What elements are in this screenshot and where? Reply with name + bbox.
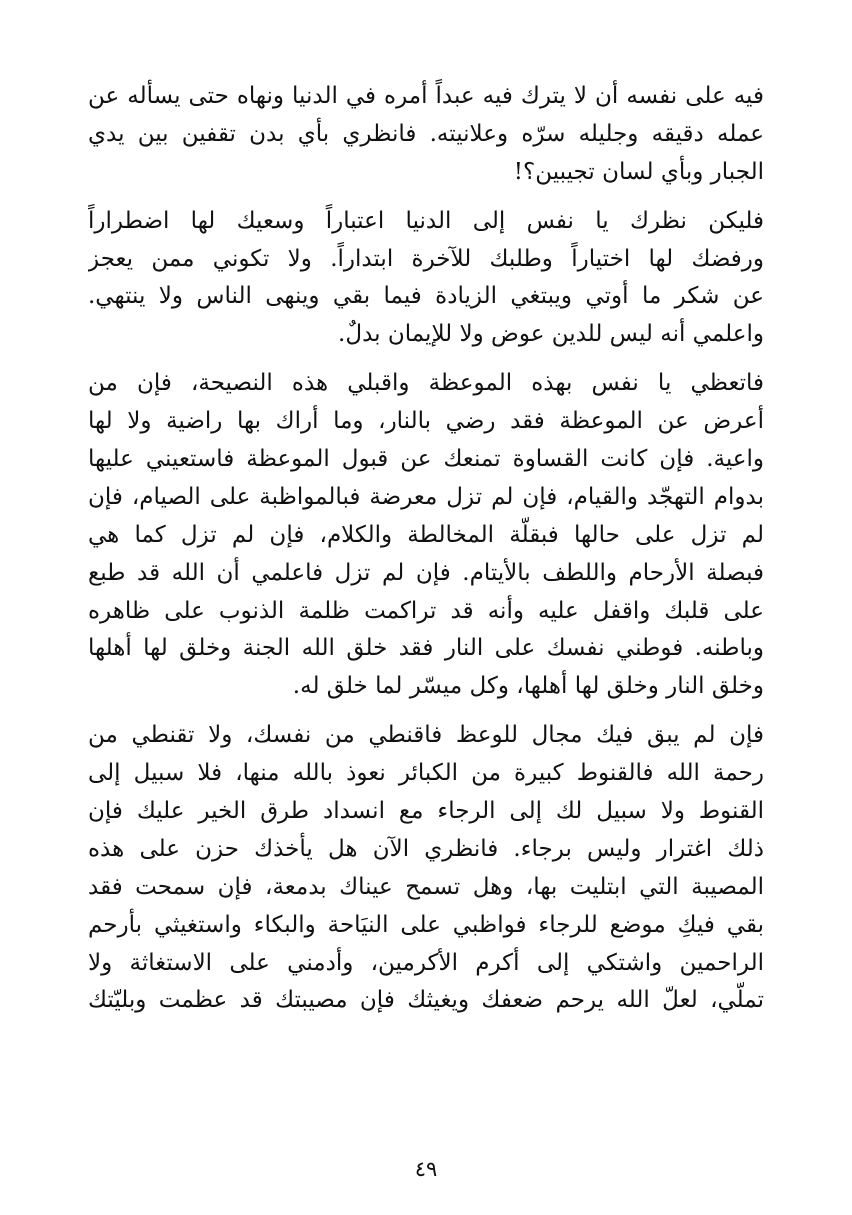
text-line: فإن لم يبق فيك مجال للوعظ فاقنطي من نفسك، ولا تقنطي من: [88, 722, 764, 749]
text-line: فليكن نظرك يا نفس إلى الدنيا اعتباراً وسعيك لها اضطراراً: [88, 207, 764, 234]
text-line: وباطنه. فوطني نفسك على النار فقد خلق الله الجنة وخلق لها أهلها: [88, 635, 764, 662]
text-line: وخلق النار وخلق لها أهلها، وكل ميسّر لما خلق له.: [292, 673, 764, 700]
paragraph: [88, 203, 764, 355]
paragraph: [88, 365, 764, 706]
text-line: فيه على نفسه أن لا يترك فيه عبداً أمره في الدنيا ونهاه حتى يسأله عن: [88, 83, 764, 109]
text-line: عن شكر ما أوتي ويبتغي الزيادة فيما بقي وينهى الناس ولا ينتهي.: [88, 283, 764, 310]
text-line: واعلمي أنه ليس للدين عوض ولا للإيمان بدلٌ.: [338, 321, 764, 348]
text-line: واعية. فإن كانت القساوة تمنعك عن قبول الموعظة فاستعيني عليها: [88, 446, 764, 473]
text-line: ورفضك لها اختياراً وطلبك للآخرة ابتداراً. ولا تكوني ممن يعجز: [88, 245, 764, 272]
text-line: رحمة الله فالقنوط كبيرة من الكبائر نعوذ بالله منها، فلا سبيل إلى: [88, 760, 764, 787]
body-text: [88, 78, 764, 1020]
paragraph-gap: [88, 354, 764, 365]
paragraph-gap: [88, 706, 764, 717]
text-line: الراحمين واشتكي إلى أكرم الأكرمين، وأدمني على الاستغاثة ولا: [88, 949, 764, 976]
text-line: القنوط ولا سبيل لك إلى الرجاء مع انسداد طرق الخير عليك فإن: [88, 798, 764, 825]
text-line: لم تزل على حالها فبقلّة المخالطة والكلام، فإن لم تزل كما هي: [88, 521, 764, 548]
text-line: عمله دقيقه وجليله سرّه وعلانيته. فانظري بأي بدن تقفين بين يدي: [88, 120, 764, 147]
paragraph-gap: [88, 192, 764, 203]
text-line: المصيبة التي ابتليت بها، وهل تسمح عيناك بدمعة، فإن سمحت فقد: [88, 873, 764, 900]
text-line: أعرض عن الموعظة فقد رضي بالنار، وما أراك بها راضية ولا لها: [88, 408, 764, 435]
text-line: تملّي، لعلّ الله يرحم ضعفك ويغيثك فإن مصيبتك قد عظمت وبليّتك: [88, 987, 764, 1014]
text-line: فبصلة الأرحام واللطف بالأيتام. فإن لم تزل فاعلمي أن الله قد طبع: [88, 559, 764, 586]
text-line: فاتعظي يا نفس بهذه الموعظة واقبلي هذه النصيحة، فإن من: [88, 370, 764, 397]
text-line: بدوام التهجّد والقيام، فإن لم تزل معرضة فبالمواظبة على الصيام، فإن: [88, 483, 764, 510]
page-number: ٤٩: [414, 1157, 438, 1181]
paragraph: [88, 78, 764, 192]
text-line: بقي فيكِ موضع للرجاء فواظبي على النيَاحة والبكاء واستغيثي بأرحم: [88, 911, 764, 938]
text-line: الجبار وبأي لسان تجيبين؟!: [513, 158, 764, 185]
text-line: على قلبك واقفل عليه وأنه قد تراكمت ظلمة الذنوب على ظاهره: [88, 597, 764, 624]
text-line: ذلك اغترار وليس برجاء. فانظري الآن هل يأخذك حزن على هذه: [88, 835, 764, 862]
paragraph: [88, 717, 764, 1020]
